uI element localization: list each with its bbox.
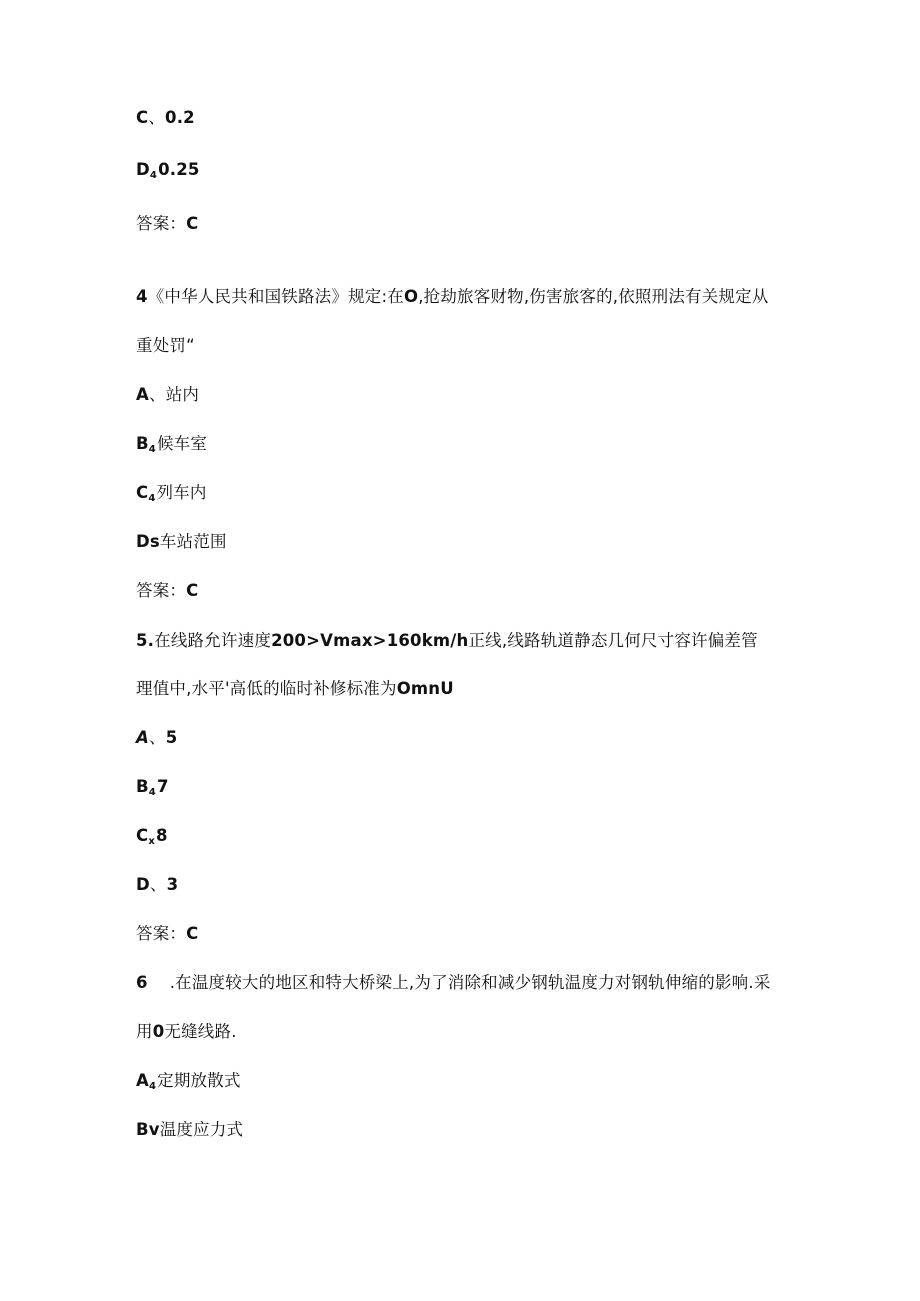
- option-text: 定期放散式: [157, 1071, 241, 1090]
- option-text: 3: [166, 875, 179, 894]
- option-text: 7: [156, 777, 169, 796]
- option-separator: 4: [148, 787, 156, 798]
- q5-option-c: [136, 825, 168, 850]
- q4-option-a: [136, 384, 199, 406]
- option-text: 候车室: [156, 434, 208, 453]
- q5-stem-line-2: [136, 678, 454, 700]
- q4-option-d: [136, 531, 227, 553]
- question-blank: 0: [152, 1022, 165, 1041]
- option-separator: 、: [149, 875, 167, 894]
- option-key: C: [136, 483, 149, 502]
- option-key: C: [136, 826, 149, 845]
- q5-option-d: [136, 874, 178, 896]
- option-separator: 、: [148, 385, 166, 404]
- question-text: 重处罚“: [136, 336, 195, 355]
- q6-stem-line-2: [136, 1021, 237, 1043]
- question-number: 4: [136, 287, 148, 306]
- question-text: 理值中,水平'高低的临时补修标准为: [136, 679, 397, 698]
- q4-stem-line-2: [136, 335, 195, 357]
- q5-option-a: [136, 727, 177, 749]
- answer-value: C: [186, 581, 199, 600]
- answer-value: C: [186, 924, 199, 943]
- answer-label: 答案：: [136, 924, 187, 943]
- option-text: 列车内: [156, 483, 207, 502]
- option-text: 5: [165, 728, 178, 747]
- option-separator: 、: [148, 728, 166, 747]
- option-separator: 、: [148, 108, 166, 127]
- option-key: A: [136, 728, 149, 747]
- option-text: 站内: [165, 385, 200, 404]
- question-number: 5.: [136, 631, 155, 650]
- option-separator: 4: [148, 444, 156, 455]
- q3-option-c: [136, 107, 195, 129]
- question-speed-range: 200>Vmax>160km/h: [271, 631, 469, 650]
- q6-option-a: [136, 1070, 241, 1095]
- question-text: 无缝线路.: [164, 1022, 237, 1041]
- option-text: 0.2: [165, 108, 195, 127]
- option-key: Bv: [136, 1120, 160, 1139]
- option-text: 8: [155, 826, 168, 845]
- question-text: 用: [136, 1022, 153, 1041]
- answer-label: 答案：: [136, 214, 187, 233]
- q5-option-b: [136, 776, 169, 801]
- option-key: A: [136, 385, 149, 404]
- question-blank: OmnU: [396, 679, 454, 698]
- question-text: .在温度较大的地区和特大桥梁上,为了消除和减少钢轨温度力对钢轨伸缩的影响.采: [169, 973, 771, 992]
- option-separator: x: [148, 836, 155, 847]
- option-key: D: [136, 160, 150, 179]
- q5-stem-line-1: [136, 630, 758, 652]
- option-key: B: [136, 777, 149, 796]
- option-separator: 4: [149, 170, 158, 181]
- question-blank: O: [403, 287, 419, 306]
- option-text: 车站范围: [159, 532, 227, 551]
- q4-stem-line-1: [136, 286, 769, 308]
- q3-option-d: [136, 159, 200, 184]
- q6-option-b: [136, 1119, 243, 1141]
- option-separator: 4: [148, 1081, 157, 1092]
- question-text: 正线,线路轨道静态几何尺寸容许偏差管: [468, 631, 758, 650]
- question-text: 《中华人民共和国铁路法》规定:在: [147, 287, 404, 306]
- option-key: Ds: [136, 532, 160, 551]
- q6-stem-line-1: [136, 972, 771, 994]
- option-separator: 4: [148, 493, 156, 504]
- question-text: ,抢劫旅客财物,伤害旅客的,依照刑法有关规定从: [418, 287, 769, 306]
- answer-label: 答案：: [136, 581, 187, 600]
- option-key: B: [136, 434, 149, 453]
- answer-value: C: [186, 214, 199, 233]
- option-key: A: [136, 1071, 149, 1090]
- question-number: 6: [136, 973, 148, 992]
- question-text: 在线路允许速度: [154, 631, 272, 650]
- q4-option-b: [136, 433, 207, 458]
- q4-option-c: [136, 482, 207, 507]
- option-text: 0.25: [158, 160, 200, 179]
- q5-answer: [136, 923, 198, 945]
- q3-answer: [136, 213, 198, 235]
- option-key: D: [136, 875, 150, 894]
- q4-answer: [136, 580, 198, 602]
- option-key: C: [136, 108, 149, 127]
- option-text: 温度应力式: [159, 1120, 244, 1139]
